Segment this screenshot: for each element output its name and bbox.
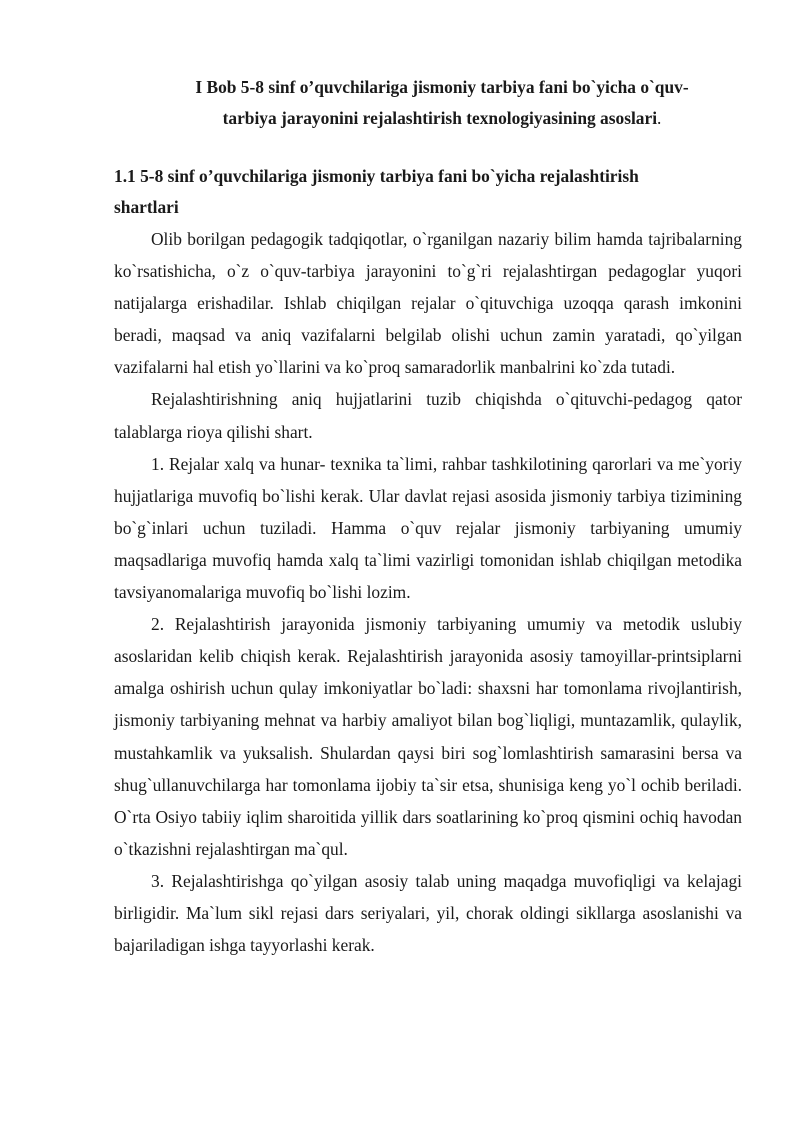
chapter-title-period: . [657,108,662,128]
document-page [114,72,742,961]
paragraph-1: Olib borilgan pedagogik tadqiqotlar, o`rganilgan nazariy bilim hamda tajribalarning ko`rsatishicha, o`z o`quv-tarbiya jarayonini to`g`ri rejalashtirgan pedagoglar yuqori natijalarga erishadilar. Ishlab chiqilgan rejalar o`qituvchiga uzoqqa qarash imkonini beradi, maqsad va aniq vazifalarni belgilab olishi uchun zamin yaratadi, qo`yilgan vazifalarni hal etish yo`llarini va ko`proq samaradorlik manbalrini ko`zda tutadi. [114,229,742,378]
section-title: 1.1 5-8 sinf o’quvchilariga jismoniy tarbiya fani bo`yicha rejalashtirish shartlari [114,166,639,217]
chapter-title-line-1: I Bob 5-8 sinf o’quvchilariga jismoniy tarbiya fani bo`yicha o`quv- [195,77,689,97]
paragraph-2: Rejalashtirishning aniq hujjatlarini tuzib chiqishda o`qituvchi-pedagog qator talablarga rioya qilishi shart. [114,389,742,442]
chapter-title-line-2 [142,103,742,134]
paragraph-3: 1. Rejalar xalq va hunar- texnika ta`limi, rahbar tashkilotining qarorlari va me`yoriy hujjatlariga muvofiq bo`lishi kerak. Ular davlat rejasi asosida jismoniy tarbiya tizimining bo`g`inlari uchun tuziladi. Hamma o`quv rejalar jismoniy tarbiyaning umumiy maqsadlariga muvofiq hamda xalq ta`limi vazirligi tomonidan ishlab chiqilgan metodika tavsiyanomalariga muvofiq bo`lishi lozim. [114,453,742,603]
chapter-title-line-2-text: tarbiya jarayonini rejalashtirish texnologiyasining asoslari [222,108,658,128]
paragraph-5: 3. Rejalashtirishga qo`yilgan asosiy talab uning maqadga muvofiqligi va kelajagi birligidir. Ma`lum sikl rejasi dars seriyalari, yil, chorak oldingi sikllarga asoslanishi va bajariladigan ishga tayyorlashi kerak. [114,870,742,956]
paragraph-4: 2. Rejalashtirish jarayonida jismoniy tarbiyaning umumiy va metodik uslubiy asoslaridan kelib chiqish kerak. Rejalashtirish jarayonida asosiy tamoyillar-printsiplarni amalga oshirish uchun qulay imkoniyatlar bo`ladi: shaxsni har tomonlama rivojlantirish, jismoniy tarbiyaning mehnat va harbiy amaliyot bilan bog`liqligi, muntazamlik, qulaylik, mustahkamlik va yuksalish. Shulardan qaysi biri sog`lomlashtirish samarasini bersa va shug`ullanuvchilarga har tomonlama ijobiy ta`sir etsa, shunisiga keng yo`l ochib beriladi. O`rta Osiyo tabiiy iqlim sharoitida yillik dars soatlarining ko`proq qismini ochiq havodan o`tkazishni rejalashtirgan ma`qul. [114,614,742,859]
chapter-title [142,72,742,134]
